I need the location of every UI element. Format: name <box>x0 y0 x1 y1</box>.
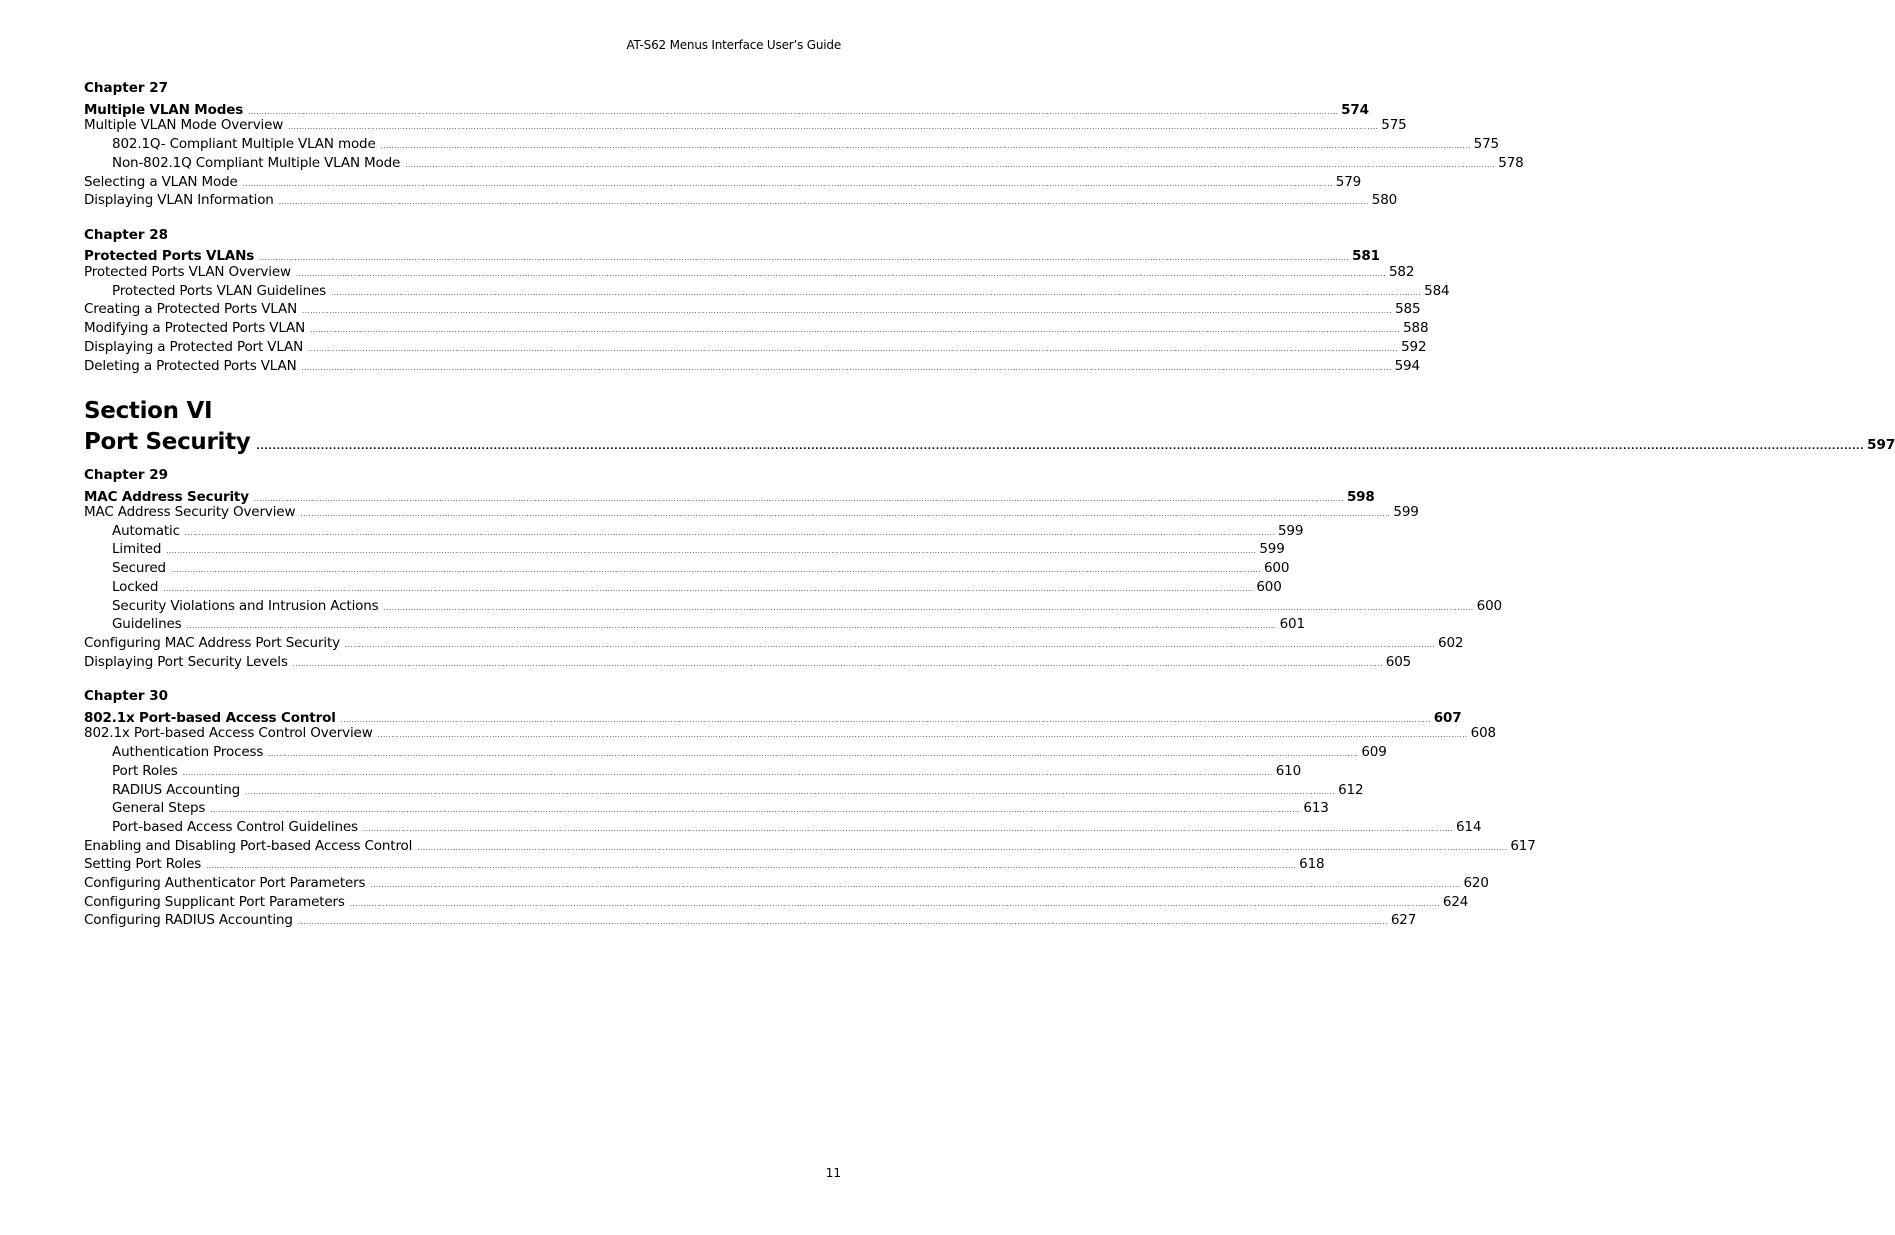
toc-entry-page: 594 <box>1394 358 1420 374</box>
section-label: Section VI <box>84 398 213 424</box>
toc-entry-title: Automatic <box>112 523 180 539</box>
toc-entry-page: 599 <box>1393 504 1419 520</box>
toc-entry-title: Multiple VLAN Mode Overview <box>84 117 284 133</box>
toc-entry-page: 607 <box>1433 710 1462 726</box>
dot-leader: ................................................................................................................................................................................................................................................................................................................................................................................................................ <box>302 307 1393 315</box>
dot-leader: ................................................................................................................................................................................................................................................................................................................................................................................................................ <box>362 825 1453 833</box>
toc-entry-title: MAC Address Security Overview <box>84 504 296 520</box>
dot-leader: ................................................................................................................................................................................................................................................................................................................................................................................................................ <box>245 788 1336 796</box>
toc-entry[interactable] <box>84 264 1415 282</box>
toc-entry-page: 613 <box>1303 800 1329 816</box>
page-number: 11 <box>825 1166 841 1180</box>
toc-entry-page: 578 <box>1498 155 1524 171</box>
toc-entry[interactable] <box>84 635 1464 653</box>
toc-entry[interactable] <box>84 320 1429 338</box>
dot-leader: ................................................................................................................................................................................................................................................................................................................................................................................................................ <box>206 862 1297 870</box>
toc-entry-page: 575 <box>1473 136 1499 152</box>
toc-subentry[interactable] <box>84 560 1290 578</box>
toc-entry-page: 600 <box>1256 579 1282 595</box>
toc-entry-title: Non-802.1Q Compliant Multiple VLAN Mode <box>112 155 401 171</box>
toc-entry-title: Configuring MAC Address Port Security <box>84 635 340 651</box>
dot-leader: ................................................................................................................................................................................................................................................................................................................................................................................................................ <box>166 547 1257 555</box>
toc-entry-page: 579 <box>1335 174 1362 190</box>
toc-entry-page: 602 <box>1438 635 1464 651</box>
toc-entry-title: Configuring Authenticator Port Parameters <box>84 875 366 891</box>
toc-entry-page: 617 <box>1510 838 1536 854</box>
chapter-27-label: Chapter 27 <box>84 80 169 96</box>
dot-leader: ................................................................................................................................................................................................................................................................................................................................................................................................................ <box>331 289 1422 297</box>
dot-leader: ................................................................................................................................................................................................................................................................................................................................................................................................................ <box>256 442 1865 452</box>
toc-entry-title: 802.1x Port-based Access Control <box>84 710 336 726</box>
toc-entry-page: 610 <box>1275 763 1302 779</box>
dot-leader: ................................................................................................................................................................................................................................................................................................................................................................................................................ <box>278 198 1369 206</box>
toc-entry-page: 627 <box>1390 912 1417 928</box>
dot-leader: ................................................................................................................................................................................................................................................................................................................................................................................................................ <box>370 881 1461 889</box>
chapter-29-label: Chapter 29 <box>84 467 169 483</box>
dot-leader: ................................................................................................................................................................................................................................................................................................................................................................................................................ <box>268 750 1359 758</box>
toc-entry-title: Locked <box>112 579 159 595</box>
toc-entry[interactable] <box>84 117 1407 135</box>
toc-entry[interactable] <box>84 875 1489 893</box>
toc-subentry[interactable] <box>84 782 1364 800</box>
toc-entry-page: 600 <box>1476 598 1502 614</box>
toc-entry-page: 599 <box>1277 523 1304 539</box>
dot-leader: ................................................................................................................................................................................................................................................................................................................................................................................................................ <box>344 641 1435 649</box>
toc-entry-title: Port Roles <box>112 763 178 779</box>
toc-entry-title: Setting Port Roles <box>84 856 202 872</box>
toc-entry-page: 581 <box>1352 248 1380 264</box>
dot-leader: ................................................................................................................................................................................................................................................................................................................................................................................................................ <box>210 806 1301 814</box>
toc-entry[interactable] <box>84 838 1536 856</box>
toc-entry-title: Creating a Protected Ports VLAN <box>84 301 298 317</box>
toc-entry-page: 592 <box>1401 339 1427 355</box>
toc-entry-title: Protected Ports VLAN Overview <box>84 264 291 280</box>
toc-subentry[interactable] <box>84 155 1524 173</box>
dot-leader: ................................................................................................................................................................................................................................................................................................................................................................................................................ <box>170 566 1261 574</box>
toc-entry[interactable] <box>84 894 1469 912</box>
toc-entry-title: MAC Address Security <box>84 489 249 505</box>
dot-leader: ................................................................................................................................................................................................................................................................................................................................................................................................................ <box>288 123 1379 131</box>
section-page: 597 <box>1867 437 1895 453</box>
toc-entry-page: 575 <box>1381 117 1407 133</box>
toc-entry-page: 588 <box>1403 320 1429 336</box>
dot-leader: ................................................................................................................................................................................................................................................................................................................................................................................................................ <box>163 585 1254 593</box>
dot-leader: ................................................................................................................................................................................................................................................................................................................................................................................................................ <box>259 254 1350 262</box>
toc-entry-page: 582 <box>1388 264 1415 280</box>
dot-leader: ................................................................................................................................................................................................................................................................................................................................................................................................................ <box>242 180 1333 188</box>
toc-entry-page: 598 <box>1346 489 1375 505</box>
toc-subentry[interactable] <box>84 800 1329 818</box>
toc-subentry[interactable] <box>84 744 1387 762</box>
dot-leader: ................................................................................................................................................................................................................................................................................................................................................................................................................ <box>383 604 1474 612</box>
toc-entry-page: 600 <box>1263 560 1290 576</box>
dot-leader: ................................................................................................................................................................................................................................................................................................................................................................................................................ <box>295 270 1386 278</box>
dot-leader: ................................................................................................................................................................................................................................................................................................................................................................................................................ <box>349 900 1440 908</box>
dot-leader: ................................................................................................................................................................................................................................................................................................................................................................................................................ <box>405 161 1496 169</box>
toc-entry-page: 618 <box>1299 856 1325 872</box>
dot-leader: ................................................................................................................................................................................................................................................................................................................................................................................................................ <box>417 844 1508 852</box>
toc-entry-title: Displaying VLAN Information <box>84 192 274 208</box>
toc-entry-title: Guidelines <box>112 616 182 632</box>
section-entry[interactable] <box>84 429 1895 455</box>
toc-entry-title: Authentication Process <box>112 744 264 760</box>
toc-entry[interactable] <box>84 654 1412 672</box>
dot-leader: ................................................................................................................................................................................................................................................................................................................................................................................................................ <box>292 660 1383 668</box>
toc-entry-page: 608 <box>1470 725 1496 741</box>
toc-entry-page: 601 <box>1279 616 1305 632</box>
toc-entry-title: Multiple VLAN Modes <box>84 102 244 118</box>
toc-entry[interactable] <box>84 725 1496 743</box>
toc-entry-title: Port-based Access Control Guidelines <box>112 819 358 835</box>
toc-entry-title: 802.1x Port-based Access Control Overview <box>84 725 373 741</box>
toc-entry-title: Modifying a Protected Ports VLAN <box>84 320 306 336</box>
dot-leader: ................................................................................................................................................................................................................................................................................................................................................................................................................ <box>308 345 1399 353</box>
toc-entry-title: Enabling and Disabling Port-based Access Control <box>84 838 413 854</box>
toc-entry-title: Selecting a VLAN Mode <box>84 174 238 190</box>
toc-entry-page: 574 <box>1341 102 1369 118</box>
section-title: Port Security <box>84 429 251 455</box>
toc-entry-page: 585 <box>1395 301 1421 317</box>
toc-subentry[interactable] <box>84 616 1305 634</box>
toc-entry[interactable] <box>84 856 1325 874</box>
toc-entry-page: 584 <box>1424 283 1450 299</box>
dot-leader: ................................................................................................................................................................................................................................................................................................................................................................................................................ <box>310 326 1401 334</box>
dot-leader: ................................................................................................................................................................................................................................................................................................................................................................................................................ <box>340 716 1431 724</box>
toc-entry-page: 599 <box>1259 541 1285 557</box>
toc-subentry[interactable] <box>84 283 1450 301</box>
toc-entry[interactable] <box>84 174 1362 192</box>
toc-entry[interactable] <box>84 358 1420 376</box>
dot-leader: ................................................................................................................................................................................................................................................................................................................................................................................................................ <box>380 142 1471 150</box>
toc-subentry[interactable] <box>84 819 1482 837</box>
toc-entry-page: 609 <box>1361 744 1387 760</box>
toc-entry[interactable] <box>84 301 1421 319</box>
toc-entry[interactable] <box>84 339 1427 357</box>
dot-leader: ................................................................................................................................................................................................................................................................................................................................................................................................................ <box>182 769 1273 777</box>
toc-subentry[interactable] <box>84 598 1502 616</box>
toc-entry-title: Configuring Supplicant Port Parameters <box>84 894 345 910</box>
toc-entry[interactable] <box>84 912 1417 930</box>
chapter-30-label: Chapter 30 <box>84 688 169 704</box>
toc-entry-title: 802.1Q- Compliant Multiple VLAN mode <box>112 136 376 152</box>
toc-entry-page: 605 <box>1385 654 1412 670</box>
dot-leader: ................................................................................................................................................................................................................................................................................................................................................................................................................ <box>297 918 1388 926</box>
toc-subentry[interactable] <box>84 763 1302 781</box>
dot-leader: ................................................................................................................................................................................................................................................................................................................................................................................................................ <box>248 108 1339 116</box>
toc-entry-title: Displaying a Protected Port VLAN <box>84 339 304 355</box>
toc-entry-page: 620 <box>1463 875 1489 891</box>
dot-leader: ................................................................................................................................................................................................................................................................................................................................................................................................................ <box>300 510 1391 518</box>
toc-entry[interactable] <box>84 192 1398 210</box>
running-header: AT-S62 Menus Interface User’s Guide <box>626 38 841 52</box>
dot-leader: ................................................................................................................................................................................................................................................................................................................................................................................................................ <box>186 622 1277 630</box>
toc-entry-title: Displaying Port Security Levels <box>84 654 288 670</box>
toc-entry-page: 624 <box>1442 894 1469 910</box>
toc-entry-page: 580 <box>1371 192 1398 208</box>
toc-entry-title: Deleting a Protected Ports VLAN <box>84 358 297 374</box>
dot-leader: ................................................................................................................................................................................................................................................................................................................................................................................................................ <box>377 731 1468 739</box>
toc-entry[interactable] <box>84 504 1419 522</box>
toc-entry-title: Secured <box>112 560 166 576</box>
toc-entry-page: 612 <box>1338 782 1364 798</box>
dot-leader: ................................................................................................................................................................................................................................................................................................................................................................................................................ <box>301 364 1392 372</box>
toc-entry-title: Configuring RADIUS Accounting <box>84 912 293 928</box>
dot-leader: ................................................................................................................................................................................................................................................................................................................................................................................................................ <box>253 495 1344 503</box>
toc-subentry[interactable] <box>84 136 1499 154</box>
dot-leader: ................................................................................................................................................................................................................................................................................................................................................................................................................ <box>184 529 1275 537</box>
toc-entry-title: Protected Ports VLANs <box>84 248 255 264</box>
toc-entry-title: General Steps <box>112 800 206 816</box>
toc-entry-title: Security Violations and Intrusion Actions <box>112 598 379 614</box>
toc-entry-page: 614 <box>1455 819 1482 835</box>
toc-entry-title: RADIUS Accounting <box>112 782 241 798</box>
toc-entry-title: Protected Ports VLAN Guidelines <box>112 283 327 299</box>
chapter-28-label: Chapter 28 <box>84 227 169 243</box>
toc-subentry[interactable] <box>84 523 1304 541</box>
toc-entry-title: Limited <box>112 541 162 557</box>
toc-subentry[interactable] <box>84 541 1285 559</box>
toc-subentry[interactable] <box>84 579 1282 597</box>
